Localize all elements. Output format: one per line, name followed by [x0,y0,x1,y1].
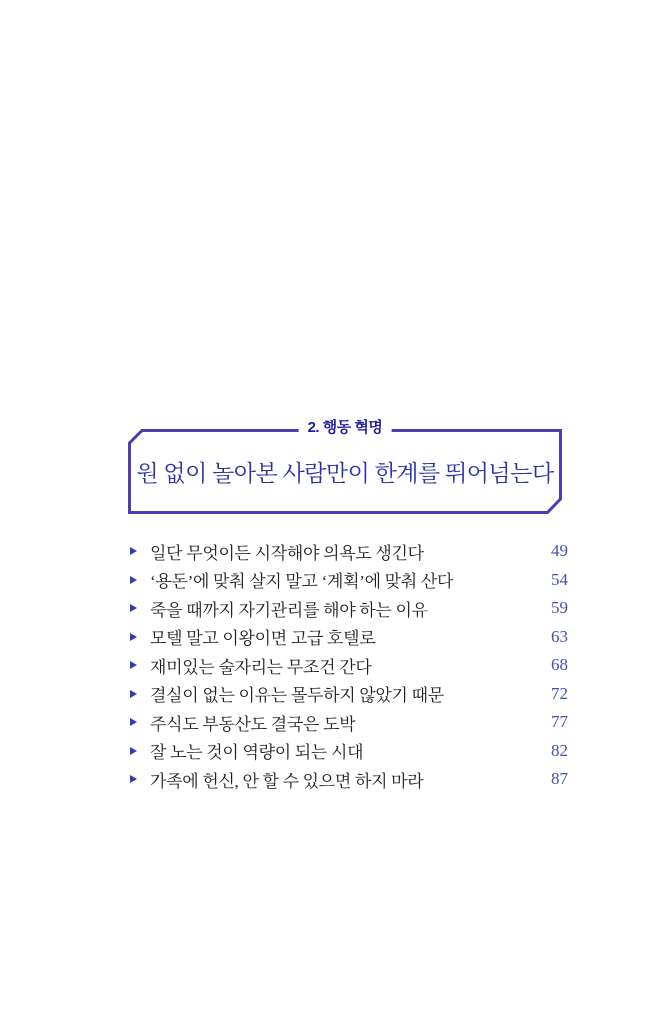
toc-item-page-number: 59 [551,598,568,618]
toc-item[interactable] [128,623,568,652]
toc-item-page-number: 54 [551,569,568,589]
triangle-bullet-icon [130,747,137,755]
toc-item-title: 죽을 때까지 자기관리를 해야 하는 이유 [150,600,428,620]
triangle-bullet-icon [130,718,137,726]
toc-item-page-number: 82 [551,740,568,760]
chapter-title-box [128,419,562,514]
triangle-bullet-icon [130,661,137,669]
toc-item-title: ‘용돈’에 맞춰 살지 말고 ‘계획’에 맞춰 산다 [150,572,454,592]
triangle-bullet-icon [130,576,137,584]
toc-item[interactable] [128,737,568,766]
toc-item[interactable] [128,708,568,737]
toc-item-title: 모텔 말고 이왕이면 고급 호텔로 [150,629,376,649]
toc-item-page-number: 49 [551,541,568,561]
toc-item-title: 잘 노는 것이 역량이 되는 시대 [150,743,364,763]
toc-item-title: 주식도 부동산도 결국은 도박 [150,714,356,734]
toc-list [128,537,568,794]
triangle-bullet-icon [130,775,137,783]
toc-item-page-number: 63 [551,626,568,646]
triangle-bullet-icon [130,690,137,698]
triangle-bullet-icon [130,547,137,555]
toc-item-title: 일단 무엇이든 시작해야 의욕도 생긴다 [150,543,424,563]
toc-item[interactable] [128,765,568,794]
toc-item-page-number: 77 [551,712,568,732]
toc-item[interactable] [128,537,568,566]
toc-item[interactable] [128,680,568,709]
toc-item-title: 결실이 없는 이유는 몰두하지 않았기 때문 [150,686,444,706]
triangle-bullet-icon [130,604,137,612]
toc-item-page-number: 72 [551,683,568,703]
toc-item[interactable] [128,566,568,595]
toc-item-page-number: 68 [551,655,568,675]
toc-item-title: 가족에 헌신, 안 할 수 있으면 하지 마라 [150,771,424,791]
toc-item-page-number: 87 [551,769,568,789]
chapter-title: 원 없이 놀아본 사람만이 한계를 뛰어넘는다 [136,461,554,486]
toc-item-title: 재미있는 술자리는 무조건 간다 [150,657,372,677]
section-label: 2. 행동 혁명 [299,418,392,438]
toc-item[interactable] [128,651,568,680]
triangle-bullet-icon [130,633,137,641]
toc-item[interactable] [128,594,568,623]
